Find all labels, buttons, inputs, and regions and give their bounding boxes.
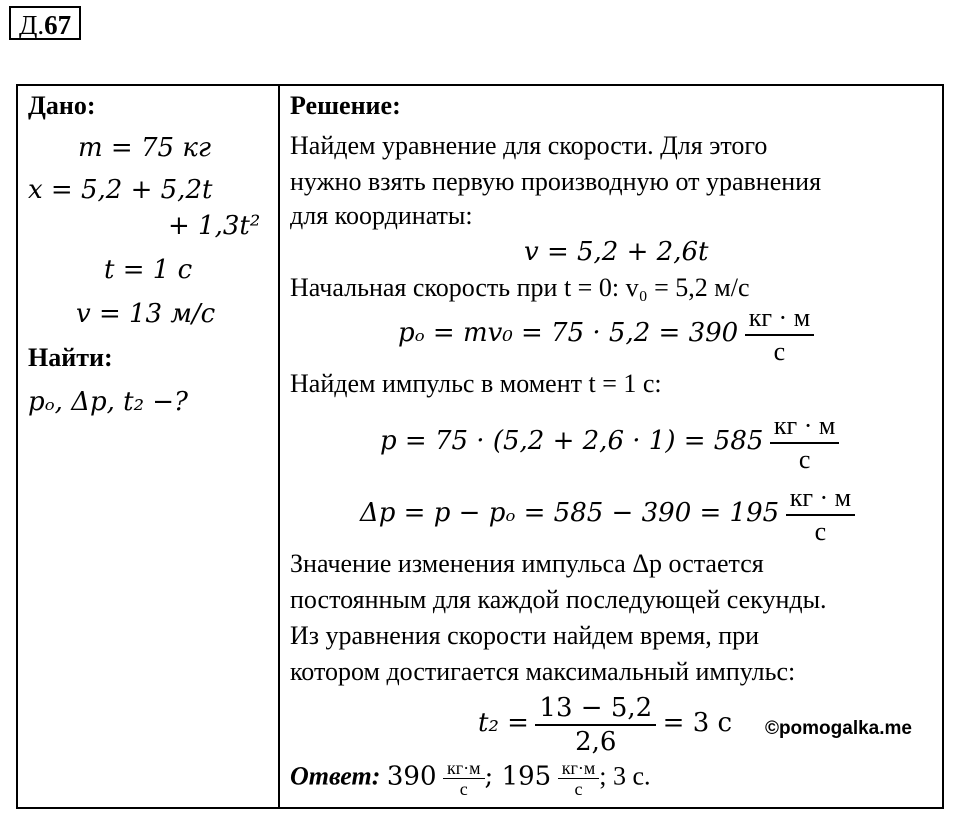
dp-unit-fraction	[786, 482, 855, 548]
unit-denominator: с	[745, 334, 814, 368]
answer-label: Ответ:	[290, 761, 381, 791]
badge-number: 67	[44, 10, 72, 40]
p-equation-text: p = 75 · (5,2 + 2,6 · 1) = 585	[380, 425, 764, 456]
p-unit-fraction	[770, 410, 839, 476]
t2-fraction	[535, 692, 656, 758]
t2-right: = 3 с	[662, 707, 733, 738]
given-time: t = 1 с	[104, 255, 193, 285]
watermark: ©pomogalka.me	[764, 718, 912, 739]
answer-unit-denominator: с	[443, 778, 485, 799]
problem-number-badge	[9, 6, 81, 40]
dp-equation	[360, 482, 855, 548]
given-speed: v = 13 м/с	[76, 299, 216, 329]
column-divider	[278, 86, 280, 807]
answer-unit-denominator: с	[558, 778, 600, 799]
given-mass: m = 75 кг	[78, 133, 211, 163]
p0-equation	[398, 302, 814, 368]
dp-equation-text: Δp = p − pₒ = 585 − 390 = 195	[360, 497, 780, 528]
answer-value-2: ; 195	[484, 761, 552, 792]
unit-numerator: кг · м	[748, 303, 811, 332]
answer-value-3: ; 3 с.	[599, 761, 651, 791]
solution-table	[16, 84, 944, 809]
p0-equation-text: pₒ = mv₀ = 75 · 5,2 = 390	[398, 317, 739, 348]
answer-unit-fraction	[558, 758, 600, 799]
given-heading: Дано:	[28, 91, 96, 120]
solution-text-line: для координаты:	[290, 201, 473, 230]
unit-denominator: с	[786, 514, 855, 548]
unit-denominator: с	[770, 442, 839, 476]
badge-prefix: Д.	[19, 10, 45, 40]
solution-text-line: котором достигается максимальный импульс:	[290, 657, 796, 686]
solution-text-line: Из уравнения скорости найдем время, при	[290, 621, 760, 650]
t2-denominator: 2,6	[535, 724, 656, 758]
given-coordinate-eq: x = 5,2 + 5,2t	[28, 175, 213, 205]
answer-line	[290, 758, 650, 799]
answer-unit-fraction	[443, 758, 485, 799]
answer-value-1: 390	[386, 761, 437, 792]
t2-numerator: 13 − 5,2	[539, 693, 653, 723]
p-equation	[380, 410, 839, 476]
solution-text-line: Найдем уравнение для скорости. Для этого	[290, 131, 768, 160]
initial-speed-line: Начальная скорость при t = 0: v₀ = 5,2 м/с	[290, 273, 750, 302]
solution-text-line: нужно взять первую производную от уравнения	[290, 167, 822, 196]
unit-numerator: кг · м	[789, 483, 852, 512]
t2-left: t₂ =	[478, 707, 529, 738]
find-heading: Найти:	[28, 343, 113, 372]
find-line: pₒ, Δp, t₂ −?	[28, 387, 188, 417]
velocity-equation: v = 5,2 + 2,6t	[524, 237, 709, 267]
given-coordinate-eq-cont: + 1,3t²	[168, 211, 261, 241]
answer-unit-numerator: кг·м	[447, 758, 481, 778]
p0-unit-fraction	[745, 302, 814, 368]
solution-text-line: Значение изменения импульса Δp остается	[290, 549, 764, 578]
solution-column	[288, 86, 938, 807]
solution-heading: Решение:	[290, 91, 401, 120]
moment-line: Найдем импульс в момент t = 1 с:	[290, 369, 662, 398]
solution-text-line: постоянным для каждой последующей секунды.	[290, 585, 827, 614]
unit-numerator: кг · м	[773, 411, 836, 440]
t2-equation	[478, 692, 732, 758]
answer-unit-numerator: кг·м	[561, 758, 596, 778]
given-column	[18, 86, 278, 807]
